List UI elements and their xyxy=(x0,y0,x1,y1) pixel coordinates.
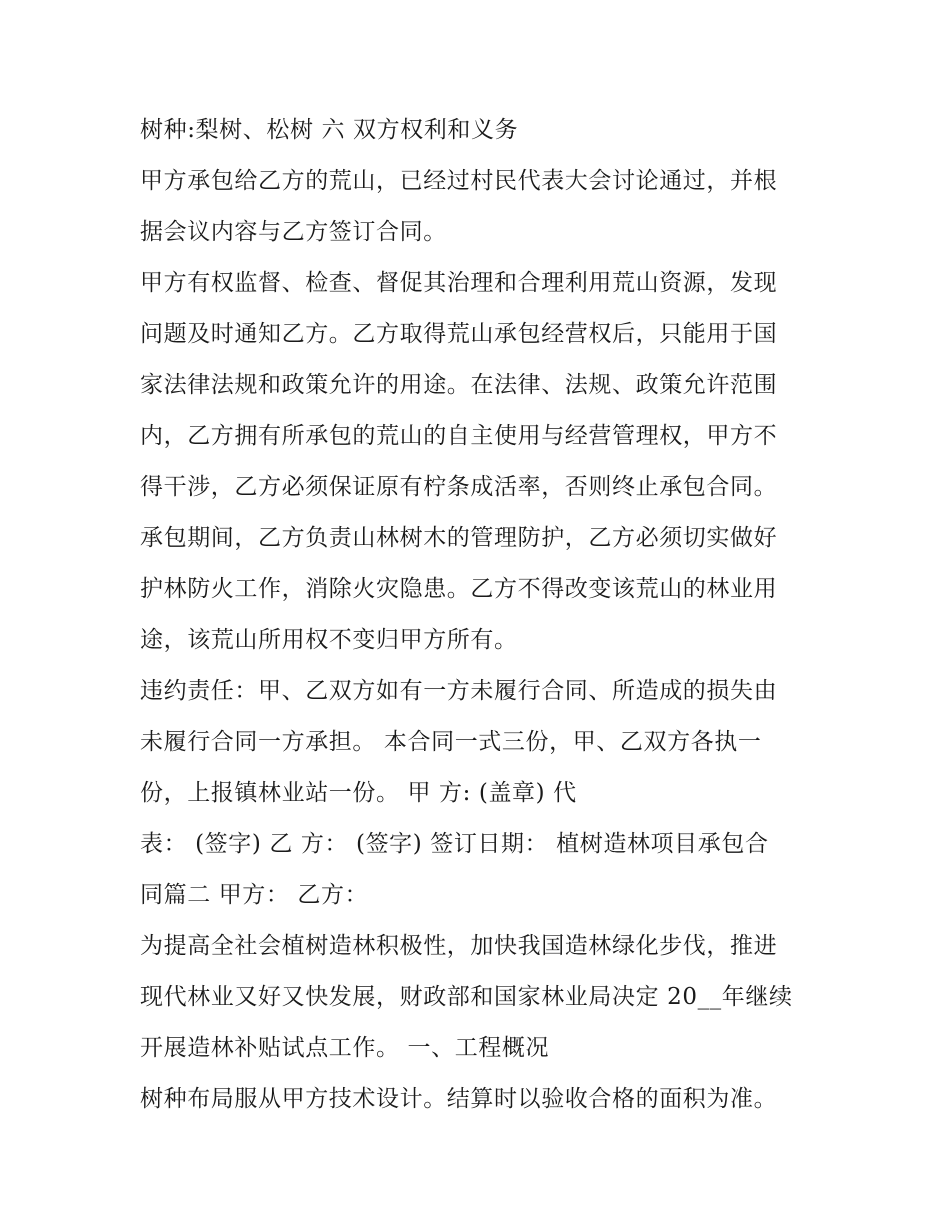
text-line: 内，乙方拥有所承包的荒山的自主使用与经营管理权，甲方不 xyxy=(140,423,778,449)
text-line: 份，上报镇林业站一份。 甲 方: (盖章) 代 xyxy=(140,780,577,806)
text-line: 据会议内容与乙方签订合同。 xyxy=(140,219,447,245)
text-line: 承包期间，乙方负责山林树木的管理防护，乙方必须切实做好 xyxy=(140,525,778,551)
text-line: 护林防火工作，消除火灾隐患。乙方不得改变该荒山的林业用 xyxy=(140,576,778,602)
text-line: 树种布局服从甲方技术设计。结算时以验收合格的面积为准。 xyxy=(140,1086,778,1112)
text-line: 开展造林补贴试点工作。 一、工程概况 xyxy=(140,1035,550,1061)
text-line: 表： (签字) 乙 方： (签字) 签订日期： 植树造林项目承包合 xyxy=(140,831,769,857)
text-line: 甲方有权监督、检查、督促其治理和合理利用荒山资源，发现 xyxy=(140,270,778,296)
text-line: 家法律法规和政策允许的用途。在法律、法规、政策允许范围 xyxy=(140,372,778,398)
text-line: 未履行合同一方承担。 本合同一式三份，甲、乙双方各执一 xyxy=(140,729,762,755)
text-line: 问题及时通知乙方。乙方取得荒山承包经营权后，只能用于国 xyxy=(140,321,778,347)
text-line: 违约责任：甲、乙双方如有一方未履行合同、所造成的损失由 xyxy=(140,678,778,704)
document-body xyxy=(140,108,820,1128)
text-line: 甲方承包给乙方的荒山，已经过村民代表大会讨论通过，并根 xyxy=(140,168,778,194)
text-line: 为提高全社会植树造林积极性，加快我国造林绿化步伐，推进 xyxy=(140,933,778,959)
text-line: 途，该荒山所用权不变归甲方所有。 xyxy=(140,627,518,653)
text-line: 现代林业又好又快发展，财政部和国家林业局决定 20__年继续 xyxy=(140,984,793,1010)
text-line: 树种:梨树、松树 六 双方权利和义务 xyxy=(140,117,519,143)
text-line: 得干涉，乙方必须保证原有柠条成活率，否则终止承包合同。 xyxy=(140,474,778,500)
text-line: 同篇二 甲方： 乙方： xyxy=(140,882,369,908)
